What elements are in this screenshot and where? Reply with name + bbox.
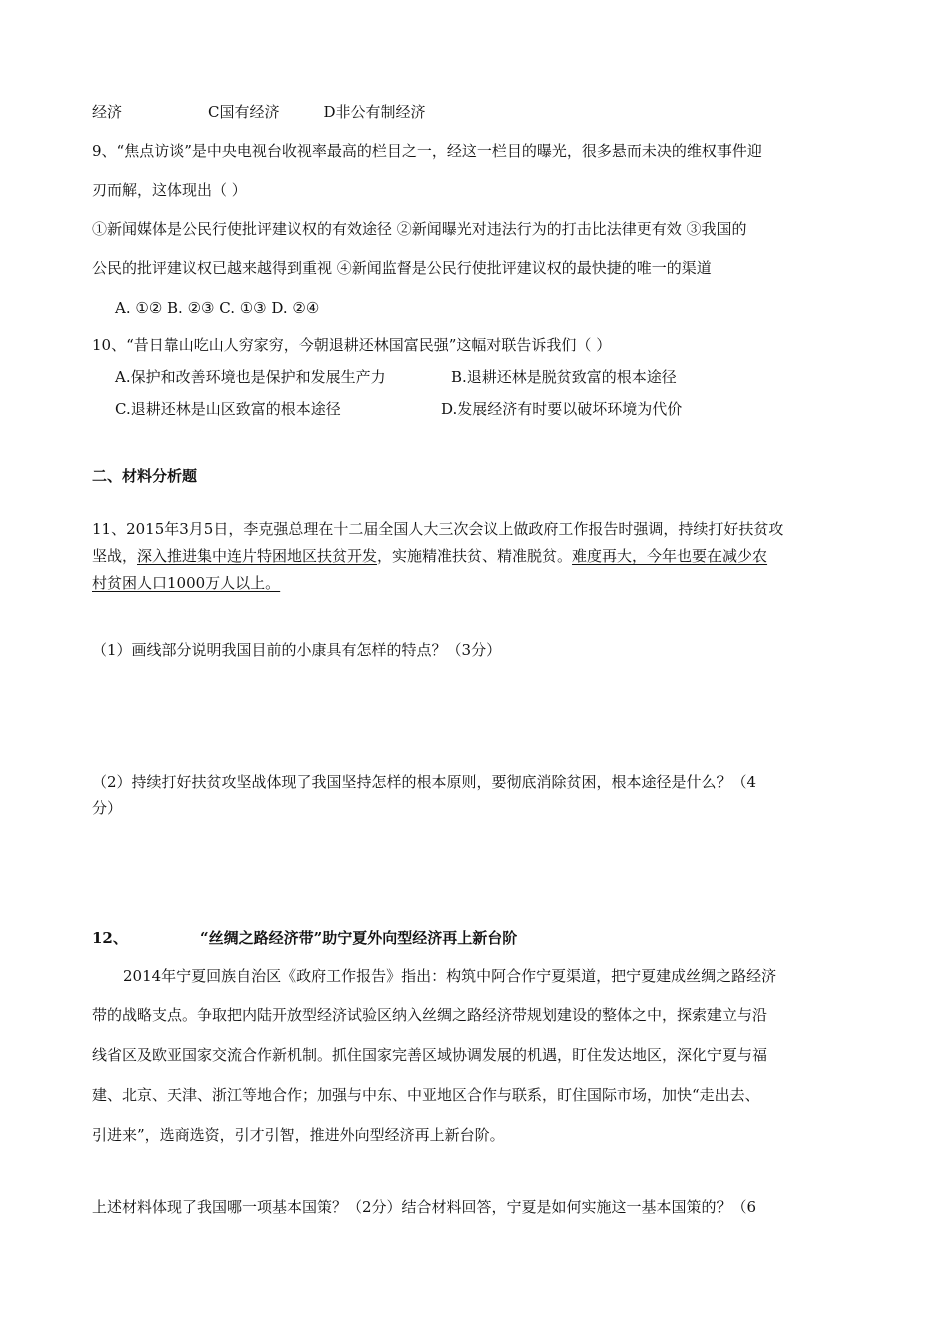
- q12-material-line5: 引进来”，选商选资，引才引智，推进外向型经济再上新台阶。: [92, 1126, 505, 1144]
- q8-option-a-tail: 经济: [92, 103, 123, 121]
- q11-subquestion-2-line2: 分）: [92, 799, 123, 817]
- q10-option-d: D.发展经济有时要以破坏环境为代价: [441, 400, 683, 418]
- q12-number: 12、: [92, 929, 128, 947]
- q8-option-d: D非公有制经济: [323, 103, 426, 121]
- q10-option-c: C.退耕还林是山区致富的根本途径: [115, 400, 341, 418]
- q11-material-line1: 11、2015年3月5日，李克强总理在十二届全国人大三次会议上做政府工作报告时强调，持续打好扶贫攻: [92, 520, 784, 538]
- q9-stem-line2: 刃而解，这体现出（ ）: [92, 181, 247, 199]
- q9-statements-line1: ①新闻媒体是公民行使批评建议权的有效途径 ②新闻曝光对违法行为的打击比法律更有效 ③我国的: [92, 220, 747, 238]
- q11-subquestion-2-line1: （2）持续打好扶贫攻坚战体现了我国坚持怎样的根本原则，要彻底消除贫困，根本途径是什么？（4: [92, 773, 757, 791]
- q9-statements-line2: 公民的批评建议权已越来越得到重视 ④新闻监督是公民行使批评建议权的最快捷的唯一的渠道: [92, 259, 712, 277]
- q12-material-line3: 线省区及欧亚国家交流合作新机制。抓住国家完善区域协调发展的机遇，盯住发达地区，深化宁夏与福: [92, 1046, 768, 1064]
- q11-subquestion-1: （1）画线部分说明我国目前的小康具有怎样的特点？（3分）: [92, 641, 502, 659]
- q10-option-a: A.保护和改善环境也是保护和发展生产力: [115, 368, 386, 386]
- q12-question: 上述材料体现了我国哪一项基本国策？（2分）结合材料回答，宁夏是如何实施这一基本国策的？（6: [92, 1198, 757, 1216]
- q8-option-c: C国有经济: [208, 103, 280, 121]
- q8-options-tail: [92, 102, 426, 122]
- q12-title: “丝绸之路经济带”助宁夏外向型经济再上新台阶: [200, 929, 518, 947]
- q10-option-b: B.退耕还林是脱贫致富的根本途径: [451, 368, 677, 386]
- q11-text: 坚战，: [92, 547, 138, 565]
- q9-stem-line1: 9、“焦点访谈”是中央电视台收视率最高的栏目之一，经这一栏目的曝光，很多悬而未决的维权事件迎: [92, 142, 762, 160]
- q10-stem: 10、“昔日靠山吃山人穷家穷，今朝退耕还林国富民强”这幅对联告诉我们（ ）: [92, 336, 612, 354]
- q11-material-line2: [92, 546, 767, 566]
- q11-underlined-phrase-1: 深入推进集中连片特困地区扶贫开发: [137, 547, 378, 565]
- q11-underlined-phrase-2: 难度再大，今年也要在减少农: [572, 547, 768, 565]
- q11-material-line3: [92, 573, 280, 593]
- q9-options: A. ①② B. ②③ C. ①③ D. ②④: [115, 299, 320, 317]
- q12-material-line2: 带的战略支点。争取把内陆开放型经济试验区纳入丝绸之路经济带规划建设的整体之中，探索建立与沿: [92, 1006, 768, 1024]
- section-2-title: 二、材料分析题: [92, 467, 198, 485]
- q11-underlined-phrase-3: 村贫困人口1000万人以上。: [92, 574, 281, 592]
- q12-material-line1: 2014年宁夏回族自治区《政府工作报告》指出：构筑中阿合作宁夏渠道，把宁夏建成丝绸之路经济: [123, 967, 777, 985]
- q11-text: ，实施精准扶贫、精准脱贫。: [377, 547, 573, 565]
- q12-material-line4: 建、北京、天津、浙江等地合作；加强与中东、中亚地区合作与联系，盯住国际市场，加快“走出去、: [92, 1086, 760, 1104]
